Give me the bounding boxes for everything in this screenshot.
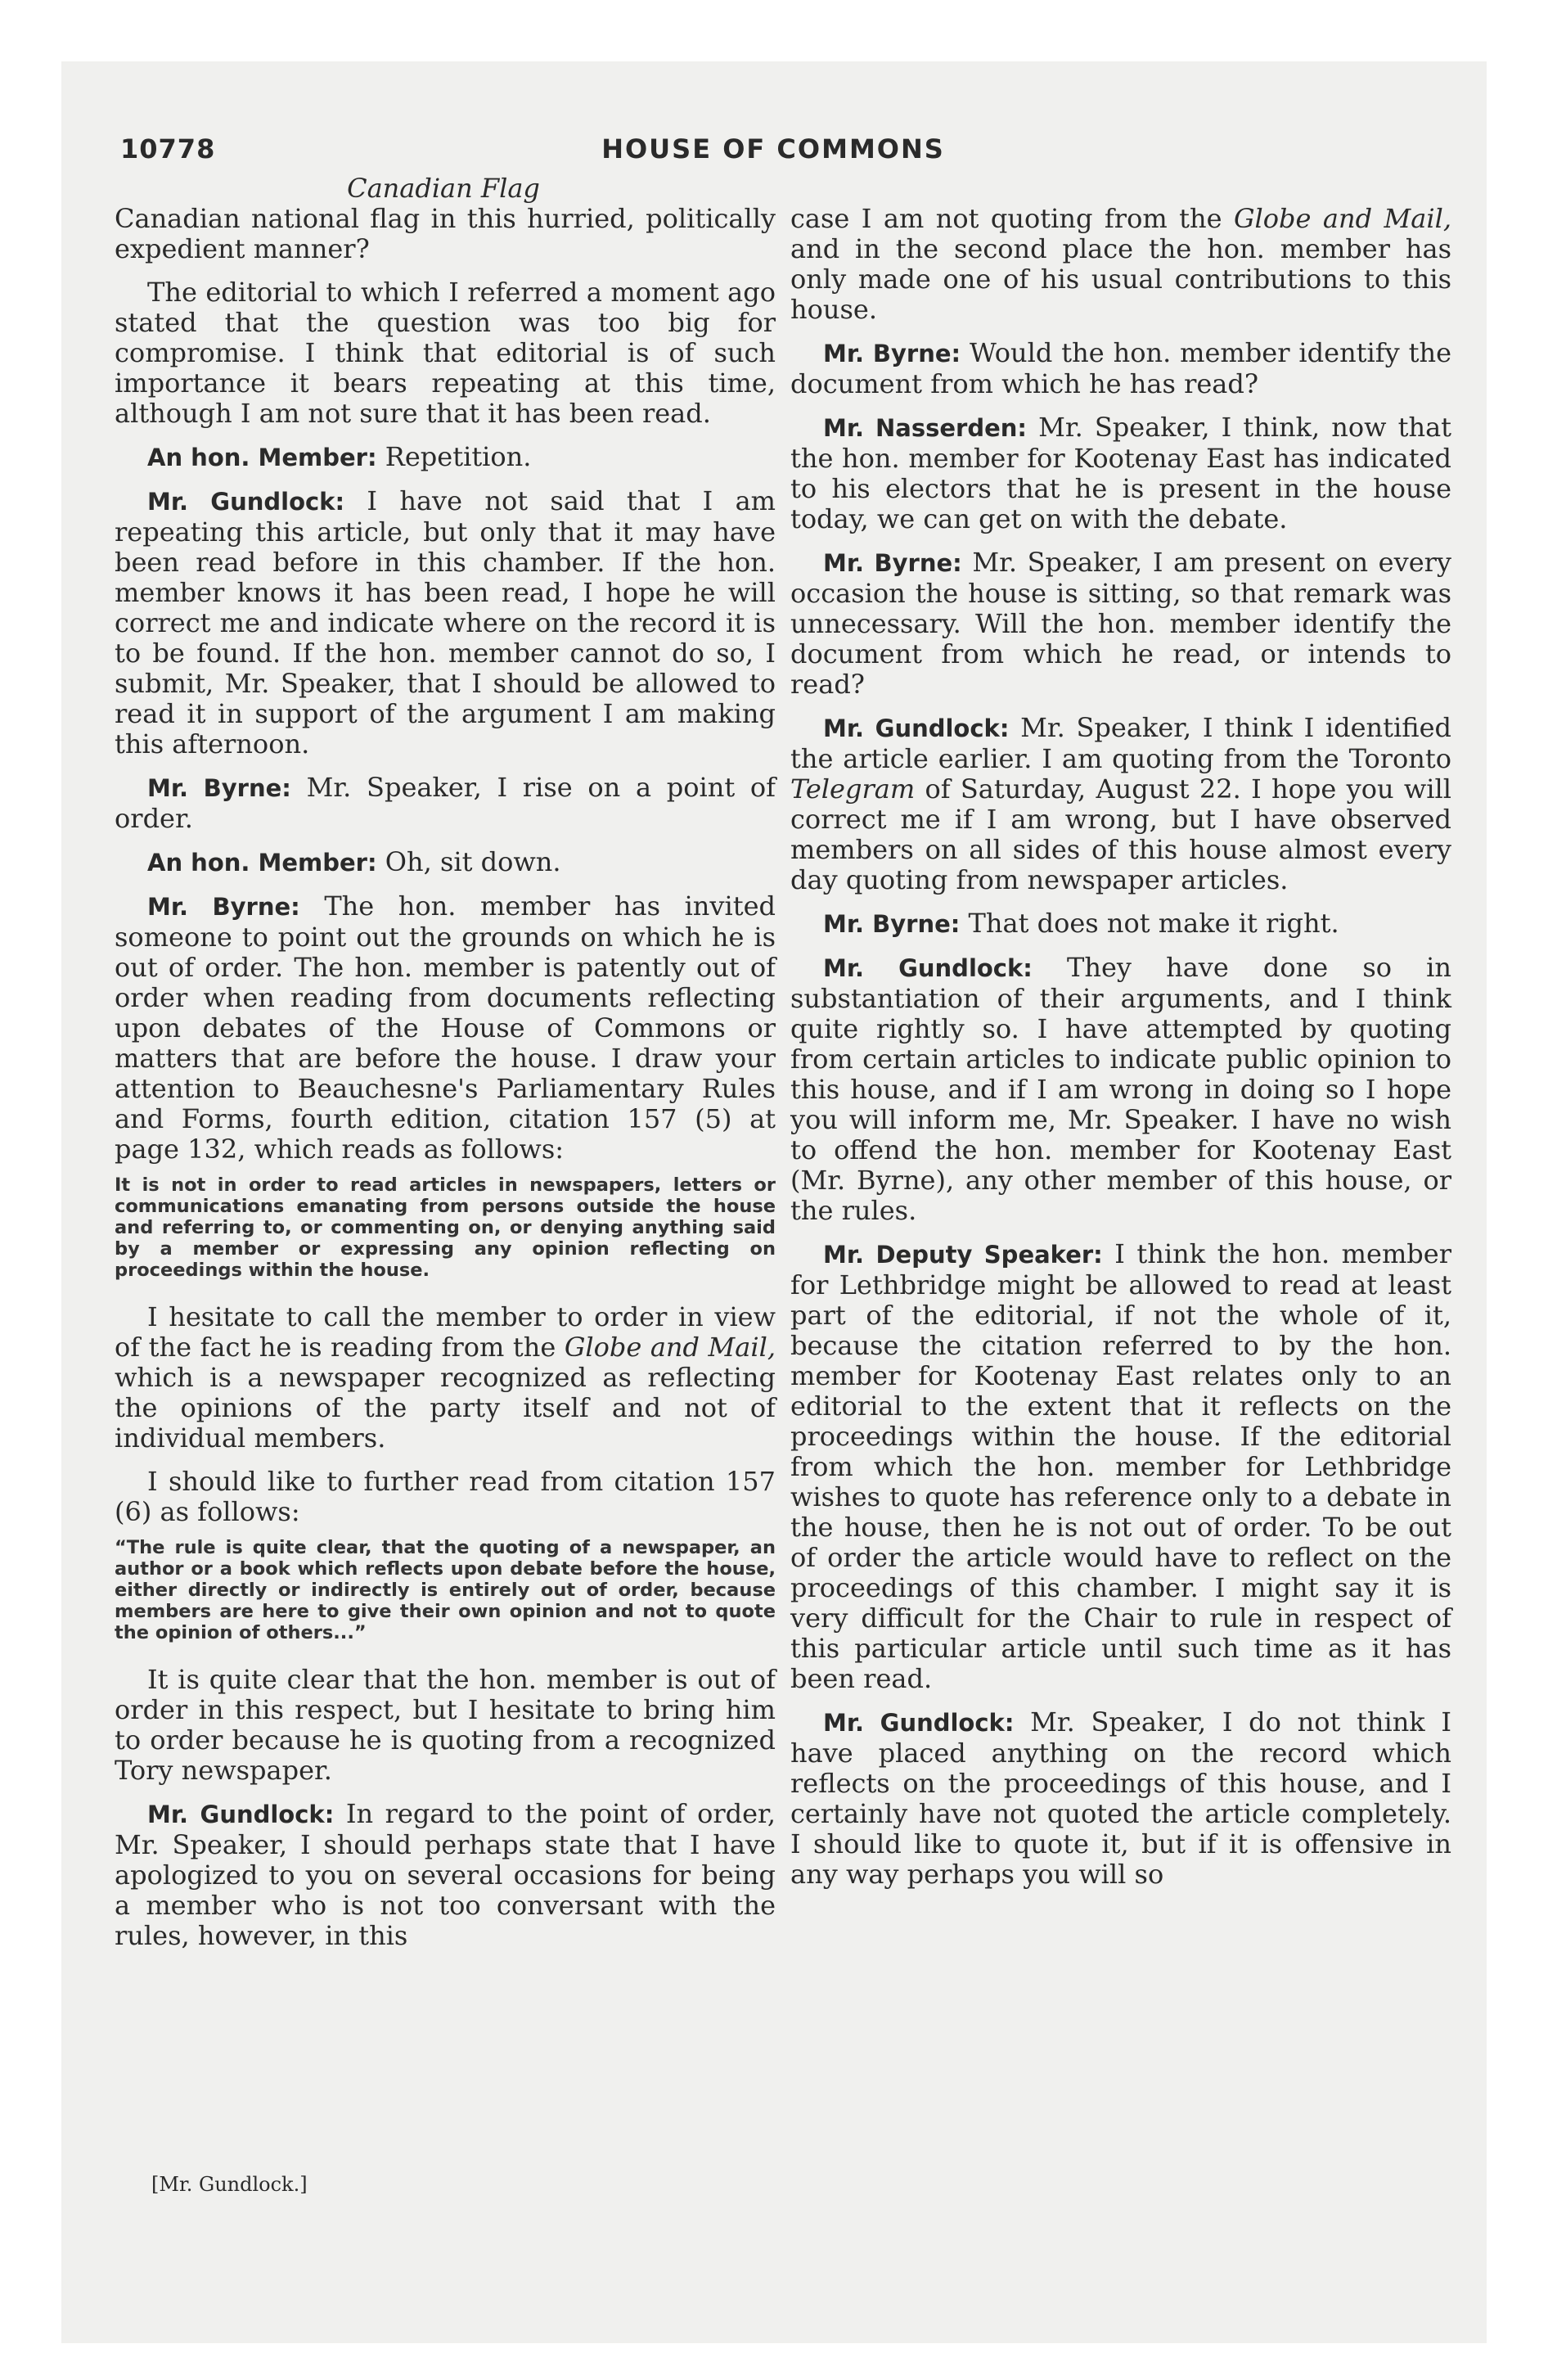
speaker-name: Mr. Gundlock: [823, 1709, 1015, 1737]
paragraph [115, 847, 776, 878]
speech-text: I hesitate to call the member to order in view of the fact he is reading from the [115, 1301, 776, 1363]
speaker-name: Mr. Byrne: [147, 774, 291, 802]
speaker-name: Mr. Gundlock: [823, 954, 1033, 982]
paragraph [790, 953, 1451, 1226]
speech-text: Mr. Speaker, I think, now that the hon. member for Kootenay East has indicated to his electors that he is present in the house today, we can get on with the debate. [790, 412, 1452, 534]
speech-text: Oh, sit down. [385, 846, 561, 877]
left-column [115, 204, 776, 1964]
speech-text: Canadian national flag in this hurried, politically expedient manner? [115, 203, 776, 264]
speech-text: The editorial to which I referred a moment ago stated that the question was too big for compromise. I think that editorial is of such importance it bears repeating at this time, although I am not sure that it has been read. [115, 277, 776, 429]
paragraph [790, 713, 1451, 895]
speech-text: of Saturday, August 22. I hope you will correct me if I am wrong, but I have observed members on all sides of this house almost every day quoting from newspaper articles. [790, 773, 1451, 895]
speech-text: and in the second place the hon. member has only made one of his usual contributions to this house. [790, 233, 1451, 325]
paragraph [115, 1302, 776, 1454]
speaker-name: Mr. Byrne: [823, 340, 961, 367]
italic-title: Globe and Mail, [1233, 203, 1452, 234]
speaker-name: An hon. Member: [147, 849, 377, 877]
speaker-name: Mr. Deputy Speaker: [823, 1241, 1103, 1269]
speech-text: case I am not quoting from the [790, 203, 1234, 234]
speech-text: It is quite clear that the hon. member is out of order in this respect, but I hesitate to bring him to order because he is quoting from a recognized Tory newspaper. [115, 1664, 776, 1786]
paragraph [115, 891, 776, 1165]
speech-text: which is a newspaper recognized as reflecting the opinions of the party itself and not of individual members. [115, 1362, 776, 1454]
page-number: 10778 [120, 133, 216, 165]
speech-text: I think the hon. member for Lethbridge might be allowed to read at least part of the editorial, if not the whole of it, because the citation referred to by the hon. member for Kootenay East relates only to an editorial to the extent that it reflects on the proceedings within the house. If the editorial from which the hon. member for Lethbridge wishes to quote has reference only to a debate in the house, then he is not out of order. To be out of order the article would have to reflect on the proceedings of this chamber. I might say it is very difficult for the Chair to rule in respect of this particular article until such time as it has been read. [790, 1238, 1452, 1694]
paragraph [115, 277, 776, 429]
speech-text: In regard to the point of order, Mr. Speaker, I should perhaps state that I have apologized to you on several occasions for being a member who is not too conversant with the rules, however, in this [115, 1798, 776, 1951]
right-column [790, 204, 1451, 1903]
paragraph [790, 908, 1451, 940]
speaker-signature: [Mr. Gundlock.] [151, 2173, 308, 2196]
paragraph [790, 548, 1451, 700]
running-head [120, 133, 1426, 174]
journal-title: HOUSE OF COMMONS [601, 133, 945, 165]
paragraph [115, 486, 776, 760]
speaker-name: Mr. Nasserden: [823, 414, 1028, 442]
speaker-name: Mr. Byrne: [147, 893, 300, 921]
paragraph [790, 412, 1451, 534]
speech-text: The hon. member has invited someone to point out the grounds on which he is out of order. The hon. member is patently out of order when reading from documents reflecting upon debates of the House of Commons or matters that are before the house. I draw your attention to Beauchesne's Parliamentary Rules and Forms, fourth edition, citation 157 (5) at page 132, which reads as follows: [115, 890, 776, 1165]
speech-text: Repetition. [385, 441, 532, 472]
speaker-name: Mr. Gundlock: [147, 488, 345, 516]
speech-text: I have not said that I am repeating this article, but only that it may have been read before in this chamber. If the hon. member knows it has been read, I hope he will correct me and indicate where on the record it is to be found. If the hon. member cannot do so, I submit, Mr. Speaker, that I should be allowed to read it in support of the argument I am making this afternoon. [115, 485, 776, 760]
speech-text: I should like to further read from citation 157 (6) as follows: [115, 1466, 776, 1527]
speech-text: Would the hon. member identify the document from which he has read? [790, 337, 1452, 399]
italic-title: Telegram [790, 773, 916, 805]
speech-text: Mr. Speaker, I am present on every occasion the house is sitting, so that remark was unnecessary. Will the hon. member identify the document from which he read, or intends to read? [790, 547, 1452, 700]
speaker-name: Mr. Byrne: [823, 549, 962, 577]
page [61, 61, 1487, 2343]
speech-text: Mr. Speaker, I think I identified the article earlier. I am quoting from the Toronto [790, 712, 1451, 774]
speaker-name: Mr. Gundlock: [823, 714, 1010, 742]
paragraph [115, 442, 776, 473]
speaker-name: An hon. Member: [147, 444, 377, 471]
paragraph [115, 204, 776, 264]
paragraph [790, 1707, 1451, 1890]
paragraph [115, 1665, 776, 1786]
subject-heading: Canadian Flag [347, 173, 540, 204]
speaker-name: Mr. Byrne: [823, 910, 961, 938]
speech-text: They have done so in substantiation of their arguments, and I think quite rightly so. I have attempted by quoting from certain articles to indicate public opinion to this house, and if I am wrong in doing so I hope you will inform me, Mr. Speaker. I have no wish to offend the hon. member for Kootenay East (Mr. Byrne), any other member of this house, or the rules. [790, 952, 1452, 1226]
paragraph [115, 1467, 776, 1527]
speaker-name: Mr. Gundlock: [147, 1801, 335, 1828]
speech-text: Mr. Speaker, I do not think I have placed anything on the record which reflects on the proceedings of this house, and I certainly have not quoted the article completely. I should like to quote it, but if it is offensive in any way perhaps you will so [790, 1706, 1452, 1890]
paragraph [790, 204, 1451, 325]
paragraph [115, 773, 776, 834]
italic-title: Globe and Mail, [564, 1332, 776, 1363]
paragraph [115, 1799, 776, 1951]
paragraph [790, 1239, 1451, 1694]
speech-text: That does not make it right. [968, 908, 1339, 939]
block-quote: “The rule is quite clear, that the quoting of a newspaper, an author or a book which reflects upon debate before the house, either directly or indirectly is entirely out of order, because members are here to give their own opinion and not to quote the opinion of others...” [115, 1537, 776, 1643]
speech-text: Mr. Speaker, I rise on a point of order. [115, 772, 776, 834]
paragraph [790, 338, 1451, 399]
block-quote: It is not in order to read articles in newspapers, letters or communications emanating from persons outside the house and referring to, or commenting on, or denying anything said by a member or expressing any opinion reflecting on proceedings within the house. [115, 1174, 776, 1281]
